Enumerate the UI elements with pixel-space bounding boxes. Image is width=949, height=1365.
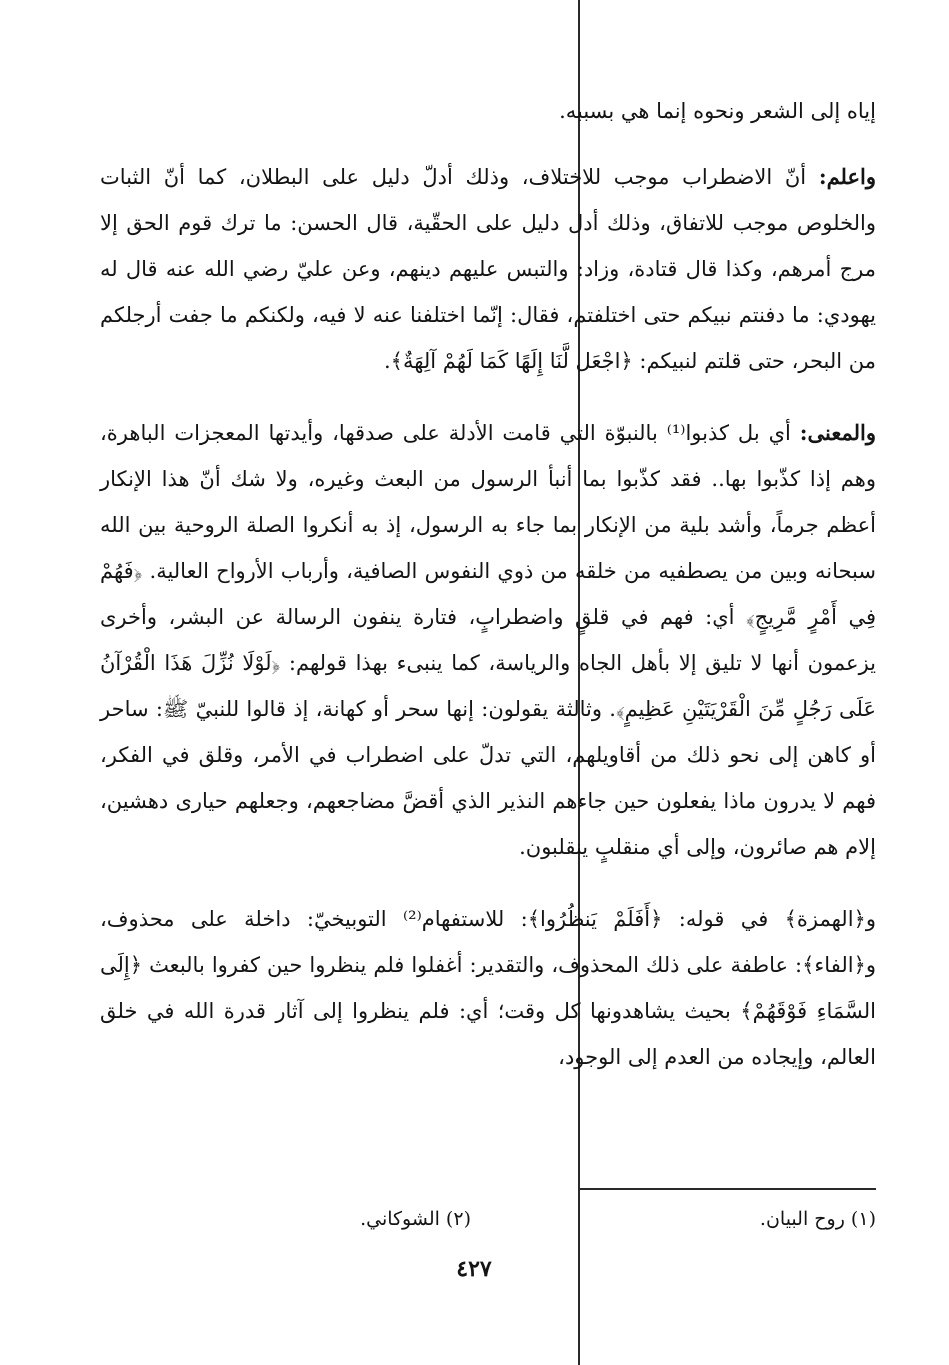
- paragraph-hamza: [100, 896, 876, 1080]
- paragraph-text: إياه إلى الشعر ونحوه إنما هي بسببه.: [559, 99, 876, 123]
- paragraph-meaning: [100, 410, 876, 870]
- paragraph-text: أنّ الاضطراب موجب للاختلاف، وذلك أدلّ دليل على البطلان، كما أنّ الثبات والخلوص موجب للاتفاق، وذلك أدل دليل على الحقّية، قال الحسن: ما ترك قوم الحق إلا مرج أمرهم، وكذا قال قتادة، وزاد: والتبس عليهم دينهم، وعن عليّ رضي الله عنه قال له يهودي: ما دفنتم نبيكم حتى اختلفتم، فقال: إنّما اختلفنا عنه لا فيه، ولكنكم ما جفت أرجلكم من البحر، حتى قلتم لنبيكم: ﴿اجْعَل لَّنَا إِلَهًا كَمَا لَهُمْ آلِهَةٌ﴾.: [100, 165, 876, 373]
- footnotes: [100, 1202, 876, 1236]
- paragraph-know: [100, 154, 876, 384]
- footnote-separator: [580, 1188, 876, 1190]
- paragraph-keyword: والمعنى:: [799, 420, 876, 445]
- paragraph-text: و﴿الهمزة﴾ في قوله: ﴿أَفَلَمْ يَنظُرُوا﴾: للاستفهام⁽²⁾ التوبيخيّ: داخلة على محذوف، و﴿الفاء﴾: عاطفة على ذلك المحذوف، والتقدير: أغفلوا فلم ينظروا حين كفروا بالبعث ﴿إِلَى السَّمَاءِ فَوْقَهُمْ﴾ بحيث يشاهدونها كل وقت؛ أي: فلم ينظروا إلى آثار قدرة الله في خلق العالم، وإيجاده من العدم إلى الوجود،: [100, 907, 876, 1069]
- paragraph-continuation: [100, 88, 876, 134]
- paragraph-text: أي بل كذبوا⁽¹⁾ بالنبوّة التي قامت الأدلة على صدقها، وأيدتها المعجزات الباهرة، وهم إذا كذّبوا بها.. فقد كذّبوا بما أنبأ الرسول من البعث وغيره، ولا شك أنّ هذا الإنكار أعظم جرماً، وأشد بلية من الإنكار بما جاء به الرسول، إذ به أنكروا الصلة الروحية بين الله سبحانه وبين من يصطفيه من خلقه من ذوي النفوس الصافية، وأرباب الأرواح العالية. ﴿فَهُمْ فِي أَمْرٍ مَّرِيجٍ﴾ أي: فهم في قلقٍ واضطرابٍ، فتارة ينفون الرسالة عن البشر، وأخرى يزعمون أنها لا تليق إلا بأهل الجاه والرياسة، كما ينبىء بهذا قولهم: ﴿لَوْلَا نُزِّلَ هَذَا الْقُرْآنُ عَلَى رَجُلٍ مِّنَ الْقَرْيَتَيْنِ عَظِيمٍ﴾. وثالثة يقولون: إنها سحر أو كهانة، إذ قالوا للنبيّ ﷺ: ساحر أو كاهن إلى نحو ذلك من أقاويلهم، التي تدلّ على اضطراب في الأمر، وقلق في الفكر، فهم لا يدرون ماذا يفعلون حين جاءهم النذير الذي أقضَّ مضاجعهم، وجعلهم حيارى دهشين، إلام هم صائرون، وإلى أي منقلبٍ ينقلبون.: [100, 421, 876, 859]
- page-number: ٤٢٧: [456, 1256, 492, 1282]
- footnote-2: (٢) الشوكاني.: [360, 1208, 471, 1230]
- paragraph-keyword: واعلم:: [818, 164, 876, 189]
- page-body: [100, 88, 876, 1106]
- footnote-1: (١) روح البيان.: [759, 1208, 876, 1230]
